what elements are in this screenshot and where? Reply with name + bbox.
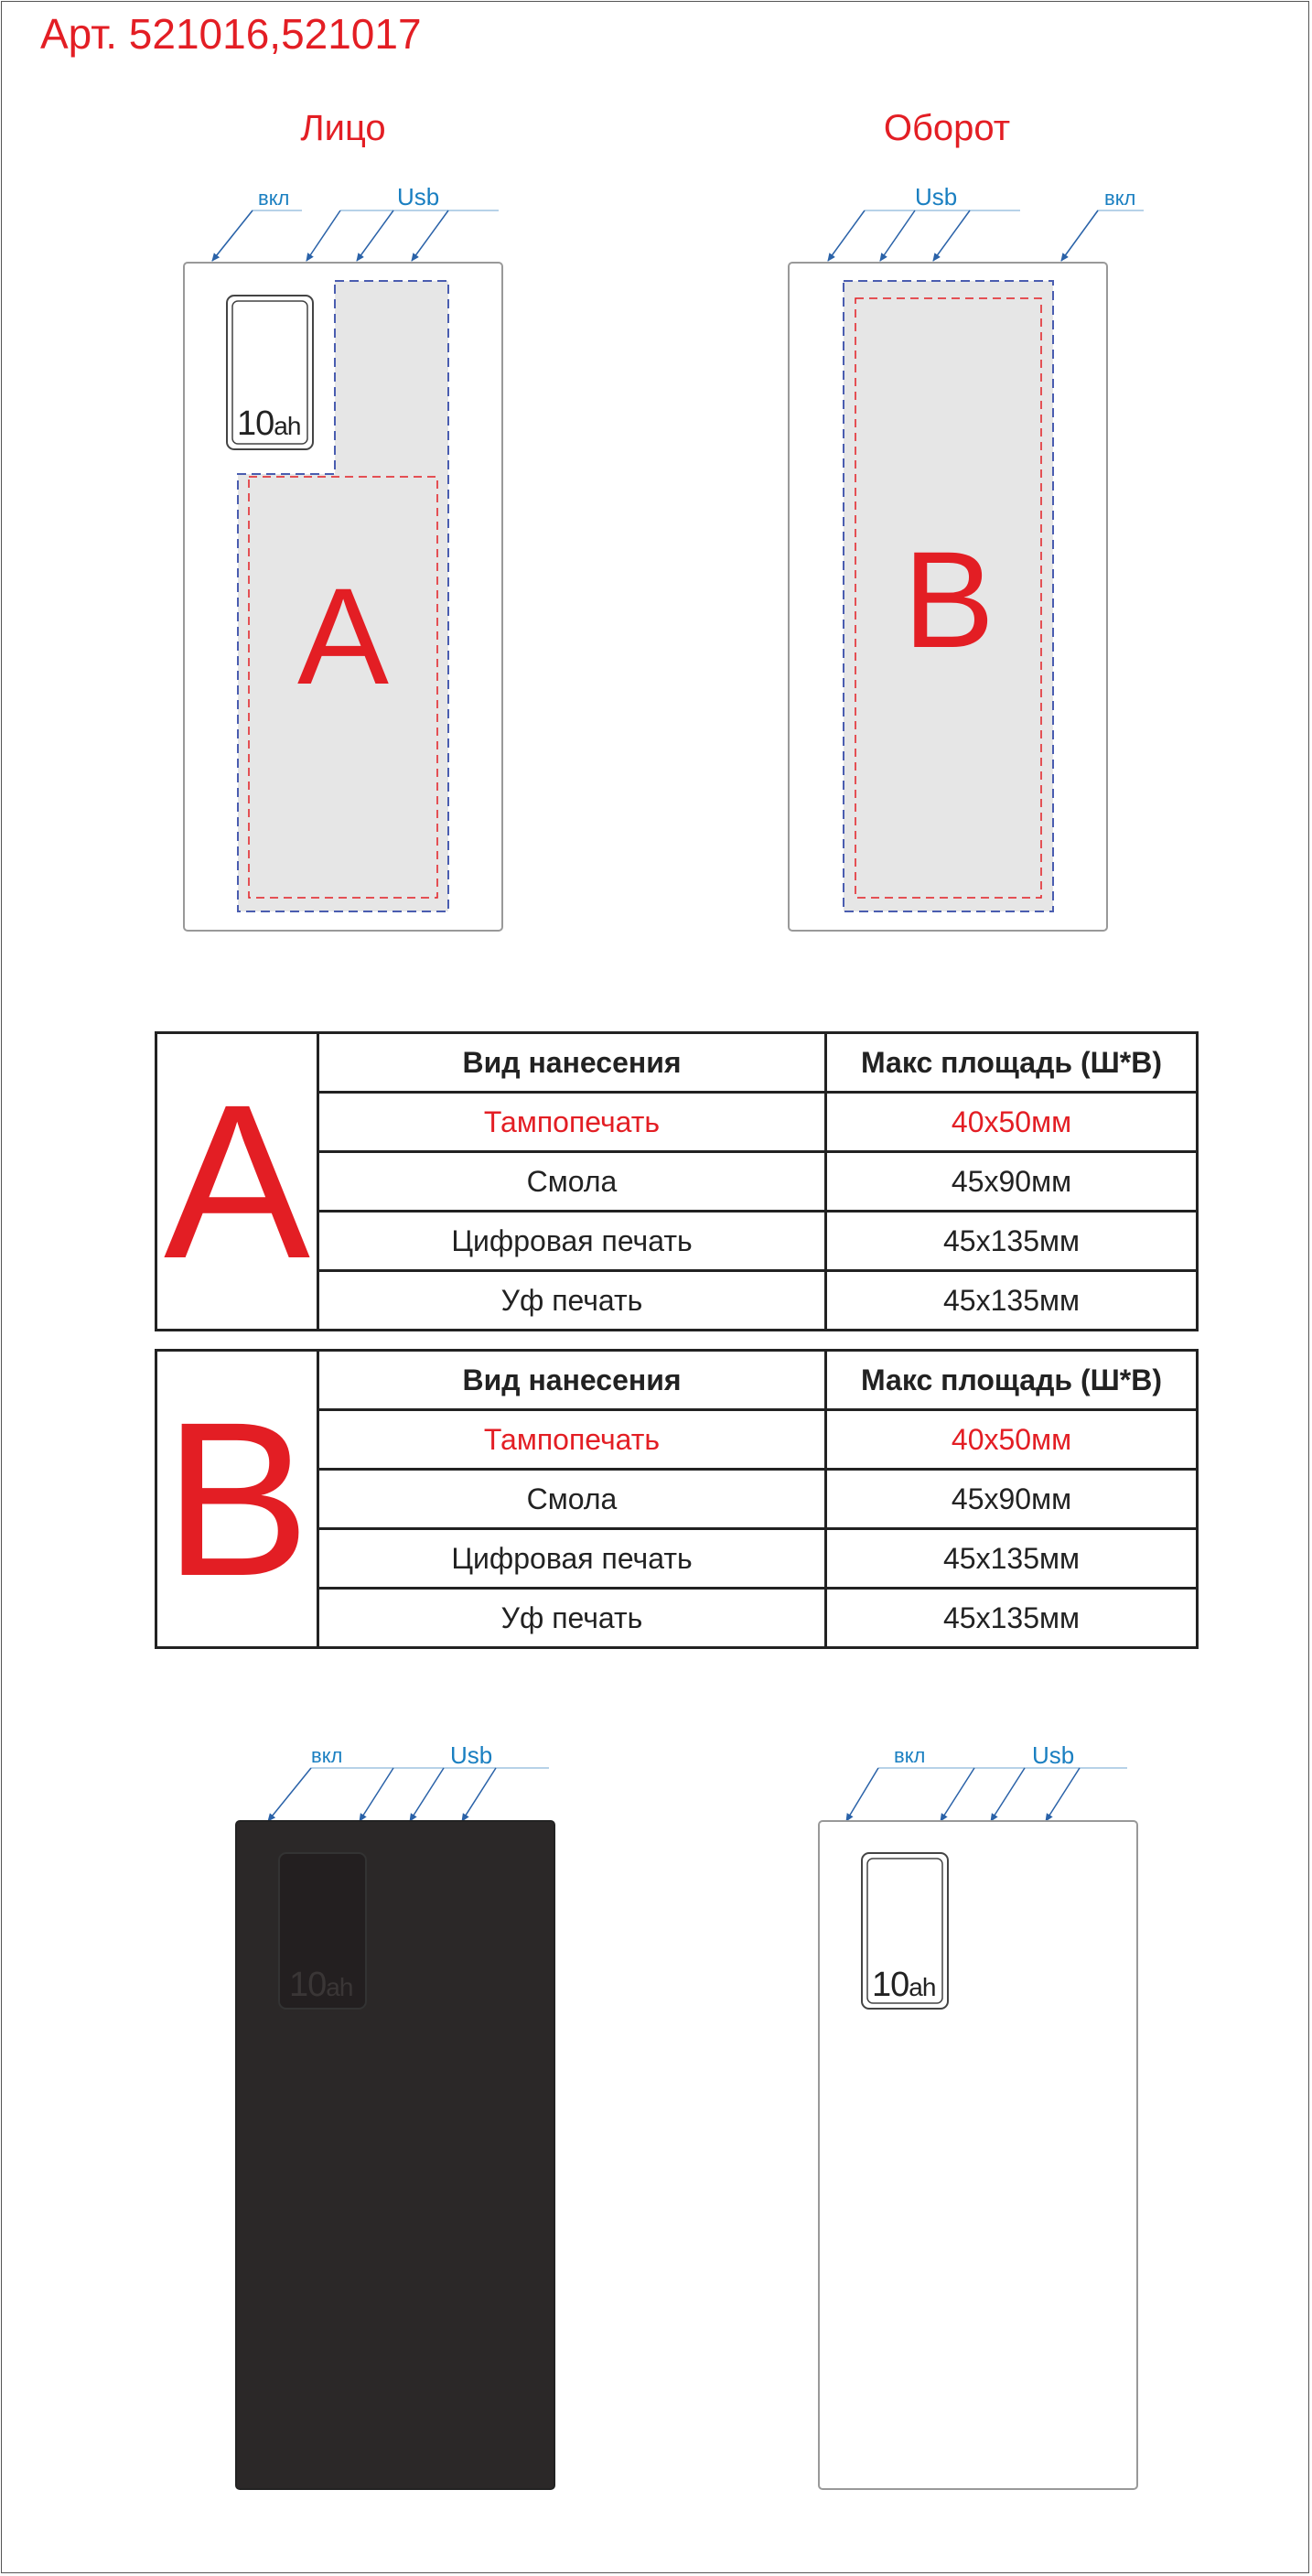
size-cell: 40х50мм xyxy=(826,1093,1198,1152)
dark-power-callout: вкл xyxy=(311,1744,343,1767)
table-header-size: Макс площадь (Ш*В) xyxy=(826,1033,1198,1093)
size-cell: 45х90мм xyxy=(826,1470,1198,1529)
method-cell: Уф печать xyxy=(318,1589,826,1648)
method-cell: Цифровая печать xyxy=(318,1212,826,1271)
method-cell: Тампопечать xyxy=(318,1093,826,1152)
front-usb-callout: Usb xyxy=(397,183,440,210)
light-badge-text: 10ah xyxy=(872,1966,936,2004)
size-cell: 45х135мм xyxy=(826,1212,1198,1271)
light-usb-callout: Usb xyxy=(1032,1741,1075,1769)
front-badge-text: 10ah xyxy=(237,404,301,443)
method-cell: Смола xyxy=(318,1152,826,1212)
back-usb-callout: Usb xyxy=(915,183,958,210)
spec-table-b xyxy=(155,1349,1199,1649)
table-header-size: Макс площадь (Ш*В) xyxy=(826,1351,1198,1410)
light-power-callout: вкл xyxy=(894,1744,926,1767)
dark-device xyxy=(236,1768,554,2489)
method-cell: Цифровая печать xyxy=(318,1529,826,1589)
spec-table-a xyxy=(155,1031,1199,1331)
page-title: Арт. 521016,521017 xyxy=(40,10,422,58)
table-b-letter-cell xyxy=(156,1351,318,1648)
size-cell: 45х135мм xyxy=(826,1529,1198,1589)
dark-badge-text: 10ah xyxy=(289,1966,353,2004)
size-cell: 45х135мм xyxy=(826,1589,1198,1648)
area-a-letter: A xyxy=(296,559,390,713)
table-a-letter: A xyxy=(163,1059,311,1304)
method-cell: Уф печать xyxy=(318,1271,826,1331)
method-cell: Тампопечать xyxy=(318,1410,826,1470)
method-cell: Смола xyxy=(318,1470,826,1529)
table-b-letter: B xyxy=(163,1376,311,1622)
table-header-method: Вид нанесения xyxy=(318,1033,826,1093)
table-a-letter-cell xyxy=(156,1033,318,1331)
area-b-letter: B xyxy=(902,523,995,676)
size-cell: 45х90мм xyxy=(826,1152,1198,1212)
front-power-callout: вкл xyxy=(258,187,290,210)
table-header-method: Вид нанесения xyxy=(318,1351,826,1410)
back-label: Оборот xyxy=(883,108,1011,148)
back-power-callout: вкл xyxy=(1104,187,1136,210)
front-label: Лицо xyxy=(300,108,386,148)
dark-usb-callout: Usb xyxy=(450,1741,493,1769)
size-cell: 40х50мм xyxy=(826,1410,1198,1470)
size-cell: 45х135мм xyxy=(826,1271,1198,1331)
light-device xyxy=(819,1768,1137,2489)
